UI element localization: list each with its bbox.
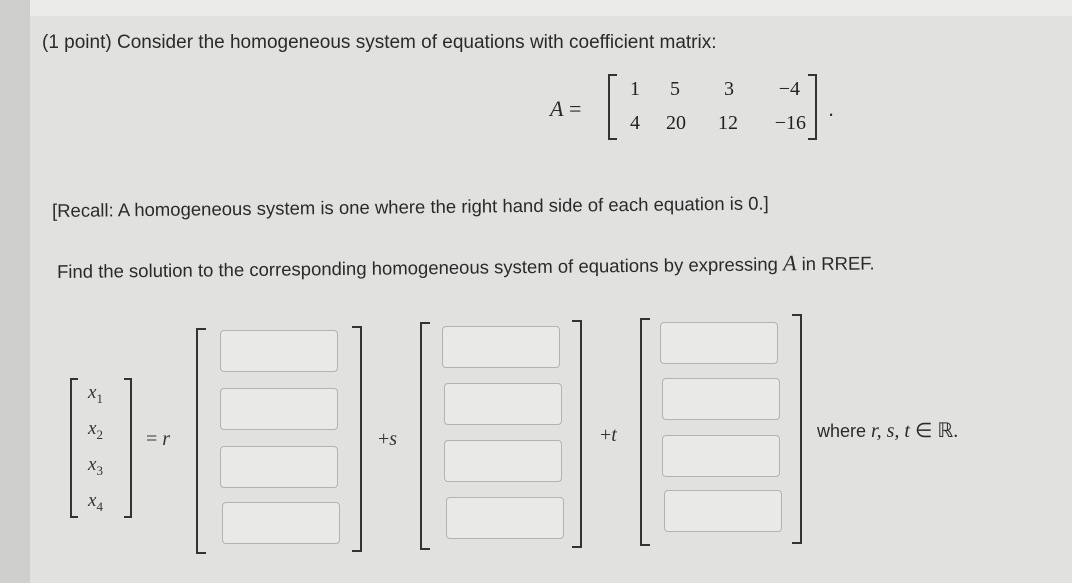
matrix-cell: 1 (630, 78, 640, 100)
vec-s-entry-2[interactable] (444, 383, 562, 425)
matrix-cell: −4 (778, 78, 800, 100)
vec-t-entry-2[interactable] (662, 378, 780, 420)
vec-r-entry-1[interactable] (220, 330, 338, 372)
vec-s-left-bracket (420, 322, 430, 550)
vec-r-right-bracket (352, 326, 362, 552)
vec-t-left-bracket (640, 318, 650, 546)
matrix-cell: 5 (670, 78, 680, 100)
matrix-cell: 4 (630, 112, 640, 134)
question-title: (1 point) Consider the homogeneous system of equations with coefficient matrix: (42, 32, 717, 53)
vec-r-entry-3[interactable] (220, 446, 338, 488)
vec-t-entry-4[interactable] (664, 490, 782, 532)
vector-right-bracket (124, 378, 132, 518)
vec-t-entry-1[interactable] (660, 322, 778, 364)
matrix-cell: 12 (718, 112, 738, 134)
vec-t-right-bracket (792, 314, 802, 544)
plus-t: +t (600, 424, 617, 446)
vec-s-right-bracket (572, 320, 582, 548)
matrix-label: A = (550, 96, 582, 121)
var-x3: $x_3$ (88, 454, 103, 478)
var-x1: $x_1$ (88, 382, 103, 406)
matrix-left-bracket (608, 74, 617, 140)
vec-r-left-bracket (196, 328, 206, 554)
variable-vector (70, 378, 140, 518)
left-edge (0, 0, 30, 583)
vector-left-bracket (70, 378, 78, 518)
vec-s-entry-1[interactable] (442, 326, 560, 368)
matrix-period: . (828, 96, 835, 121)
var-x4: $x_4$ (88, 490, 103, 514)
instruction-text: Find the solution to the corresponding homogeneous system of equations by expressing A in RREF. (56, 250, 875, 282)
equals-r: = r (146, 428, 171, 450)
where-clause: where r, s, t ∈ ℝ. (817, 420, 959, 442)
vec-t-entry-3[interactable] (662, 435, 780, 477)
vec-s-entry-3[interactable] (444, 440, 562, 482)
var-x2: $x_2$ (88, 418, 103, 442)
matrix-cell: 3 (724, 78, 734, 100)
coefficient-matrix (550, 72, 840, 142)
vec-s-entry-4[interactable] (446, 497, 564, 539)
matrix-cell: −16 (774, 112, 806, 134)
matrix-right-bracket (808, 74, 817, 140)
vec-r-entry-4[interactable] (222, 502, 340, 544)
matrix-cell: 20 (666, 112, 686, 134)
plus-s: +s (378, 428, 398, 450)
top-band (30, 0, 1072, 16)
vec-r-entry-2[interactable] (220, 388, 338, 430)
recall-note: [Recall: A homogeneous system is one where the right hand side of each equation is 0.] (51, 192, 769, 221)
